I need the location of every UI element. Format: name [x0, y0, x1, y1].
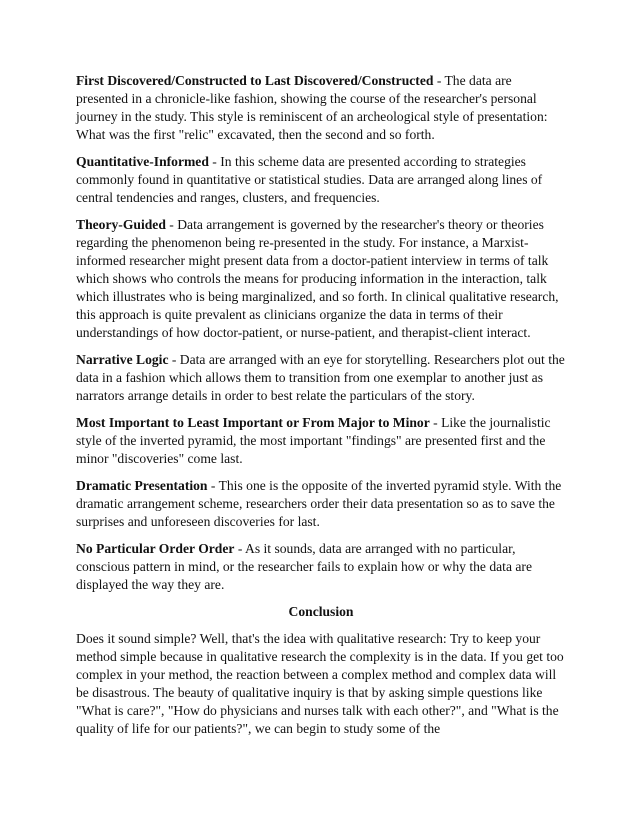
- section-term: Quantitative-Informed: [76, 154, 209, 169]
- section-theory-guided: [76, 216, 566, 342]
- section-term: First Discovered/Constructed to Last Discovered/Constructed: [76, 73, 434, 88]
- section-text: - The data are presented in a chronicle-like fashion, showing the course of the researcher's personal journey in the study. This style is reminiscent of an archeological style of presentation: What was the first "relic" excavated, then the second and so forth.: [76, 73, 548, 142]
- section-term: Dramatic Presentation: [76, 478, 208, 493]
- conclusion-text: Does it sound simple? Well, that's the idea with qualitative research: Try to keep your method simple because in qualitative research the complexity is in the data. If you get too complex in your method, the reaction between a complex method and complex data will be disastrous. The beauty of qualitative inquiry is that by asking simple questions like "What is care?", "How do physicians and nurses talk with each other?", and "What is the quality of life for our patients?", we can begin to study some of the: [76, 631, 564, 736]
- section-text: - This one is the opposite of the inverted pyramid style. With the dramatic arrangement scheme, researchers order their data presentation so as to save the surprises and unforeseen discoveries for last.: [76, 478, 562, 529]
- section-narrative-logic: [76, 351, 566, 405]
- section-quantitative-informed: [76, 153, 566, 207]
- section-term: Most Important to Least Important or From Major to Minor: [76, 415, 430, 430]
- section-term: Theory-Guided: [76, 217, 166, 232]
- section-term: No Particular Order Order: [76, 541, 235, 556]
- section-dramatic-presentation: [76, 477, 566, 531]
- section-text: - In this scheme data are presented according to strategies commonly found in quantitative or statistical studies. Data are arranged along lines of central tendencies and ranges, clusters, and frequencies.: [76, 154, 543, 205]
- conclusion-heading: Conclusion: [288, 604, 354, 619]
- section-most-important: [76, 414, 566, 468]
- section-text: - Data arrangement is governed by the researcher's theory or theories regarding the phenomenon being re-presented in the study. For instance, a Marxist-informed researcher might present data from a doctor-patient interview in terms of talk which shows who controls the means for producing information in the interaction, talk which illustrates who is being marginalized, and so forth. In clinical qualitative research, this approach is quite prevalent as clinicians organize the data in terms of their understandings of how doctor-patient, or nurse-patient, and therapist-client interact.: [76, 217, 559, 340]
- section-text: - Data are arranged with an eye for storytelling. Researchers plot out the data in a fashion which allows them to transition from one exemplar to another just as narrators arrange details in order to best relate the particulars of the story.: [76, 352, 565, 403]
- section-text: - Like the journalistic style of the inverted pyramid, the most important "findings" are presented first and the minor "discoveries" come last.: [76, 415, 551, 466]
- section-no-particular-order: [76, 540, 566, 594]
- section-text: - As it sounds, data are arranged with no particular, conscious pattern in mind, or the researcher fails to explain how or why the data are displayed the way they are.: [76, 541, 532, 592]
- document-page: [76, 72, 566, 747]
- section-term: Narrative Logic: [76, 352, 169, 367]
- section-first-discovered: [76, 72, 566, 144]
